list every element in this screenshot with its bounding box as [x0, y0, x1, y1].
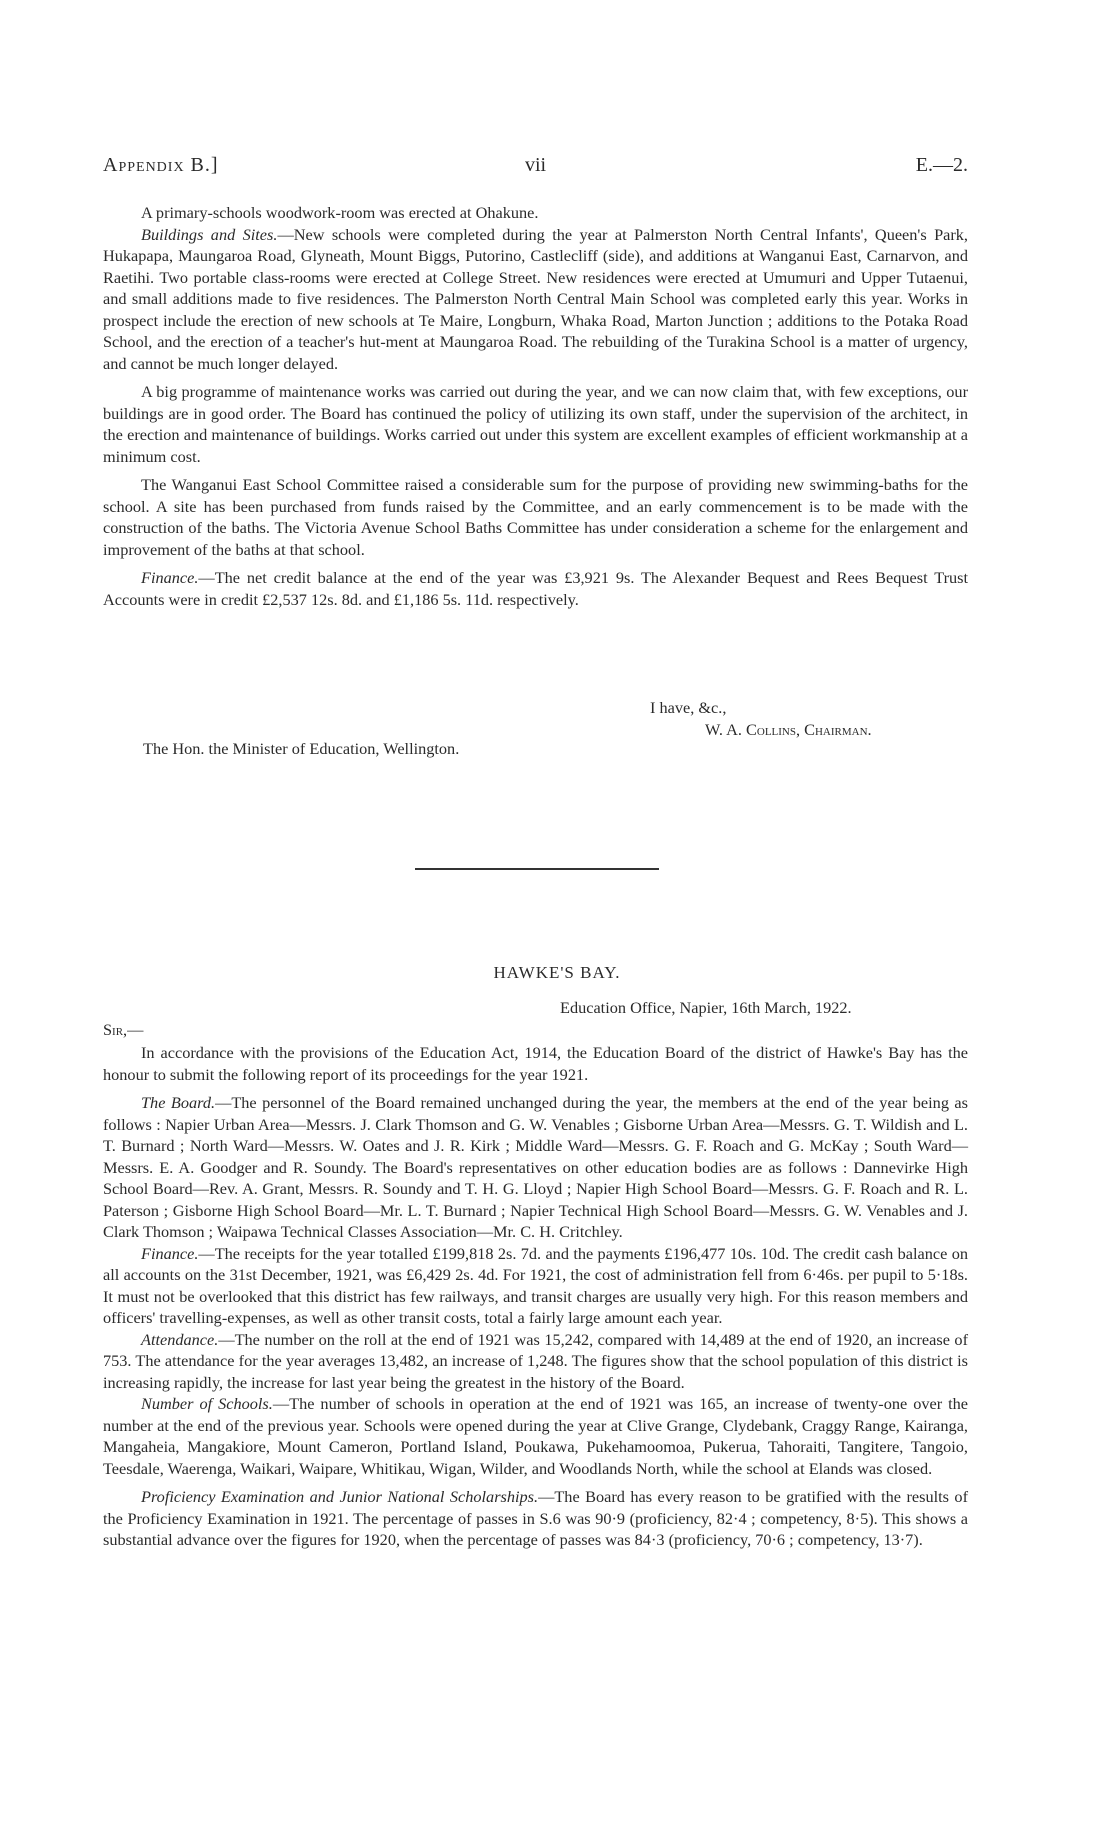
section-divider: [415, 868, 659, 870]
addressee-line: The Hon. the Minister of Education, Wellington.: [143, 739, 460, 758]
hawkes-bay-report-body: [103, 1042, 968, 1551]
paragraph-woodwork: A primary-schools woodwork-room was erected at Ohakune.: [141, 203, 539, 222]
paragraph-text: —New schools were completed during the year at Palmerston North Central Infants', Queen's Park, Hukapapa, Maungaroa Road, Glyneath, Mount Biggs, Putorino, Castlecliff (side), and additions at Wanganui East, Carnarvon, and Raetihi. Two portable class-rooms were erected at College Street. New residences were erected at Umumuri and Upper Tutaenui, and small additions made to five residences. The Palmerston North Central Main School was completed early this year. Works in prospect include the erection of new schools at Te Maire, Longburn, Whaka Road, Marton Junction ; additions to the Potaka Road School, and the erection of a teacher's hut-ment at Maungaroa Road. The rebuilding of the Turakina School is a matter of urgency, and cannot be much longer delayed.: [103, 224, 968, 373]
paragraph-heading: The Board.: [141, 1093, 216, 1112]
page-number: vii: [524, 154, 547, 176]
paragraph-finance: [103, 1243, 968, 1329]
paragraph-heading: Proficiency Examination and Junior National Scholarships.: [141, 1487, 539, 1506]
paragraph-buildings-sites: [103, 224, 968, 375]
wellington-report-body: [103, 202, 968, 610]
paragraph-heading: Attendance.: [141, 1329, 219, 1349]
paragraph-introduction: In accordance with the provisions of the Education Act, 1914, the Education Board of the district of Hawke's Bay has the honour to submit the following report of its proceedings for the year 1921.: [103, 1043, 968, 1084]
paragraph-text: —The personnel of the Board remained unchanged during the year, the members at the end of the year being as follows : Napier Urban Area—Messrs. J. Clark Thomson and G. W. Venables ; Gisborne Urban Area—Messrs. G. T. Wildish and L. T. Burnard ; North Ward—Messrs. W. Oates and J. R. Kirk ; Middle Ward—Messrs. G. F. Roach and G. McKay ; South Ward—Messrs. E. A. Goodger and R. Soundy. The Board's representatives on other education bodies are as follows : Dannevirke High School Board—Rev. A. Grant, Messrs. R. Soundy and T. H. G. Lloyd ; Napier High School Board—Messrs. G. F. Roach and R. L. Paterson ; Gisborne High School Board—Mr. L. T. Burnard ; Napier Technical High School Board—Messrs. G. W. Venables and J. Clark Thomson ; Waipawa Technical Classes Association—Mr. C. H. Critchley.: [103, 1093, 968, 1241]
section-title: HAWKE'S BAY.: [493, 963, 621, 982]
paragraph-text: —The receipts for the year totalled £199,818 2s. 7d. and the payments £196,477 10s. 10d. The credit cash balance on all accounts on the 31st December, 1921, was £6,429 2s. 4d. For 1921, the cost of administration fell from 6·46s. per pupil to 5·18s. It must not be overlooked that this district has few railways, and transit charges are usually very high. For this reason members and officers' travelling-expenses, as well as other transit costs, total a fairly large amount each year.: [103, 1243, 968, 1327]
paragraph-heading: Buildings and Sites.: [141, 224, 278, 244]
paragraph-heading: Finance.: [141, 1243, 199, 1263]
signoff-signature: W. A. Collins, Chairman.: [705, 720, 872, 739]
paragraph-text: —The number on the roll at the end of 1921 was 15,242, compared with 14,489 at the end of 1920, an increase of 753. The attendance for the year averages 13,482, an increase of 1,248. The figures show that the school population of this district is increasing rapidly, the increase for last year being the greatest in the history of the Board.: [103, 1329, 968, 1392]
appendix-label: Appendix B.]: [103, 154, 219, 176]
paragraph-heading: Finance.: [141, 568, 199, 587]
page-header: [103, 154, 968, 184]
paragraph-text: —The number of schools in operation at the end of 1921 was 165, an increase of twenty-one over the number at the end of the previous year. Schools were opened during the year at Clive Grange, Clydebank, Craggy Range, Kairanga, Mangaheia, Mangakiore, Mount Cameron, Portland Island, Poukawa, Pukehamoomoa, Pukerua, Tahoraiti, Tangitere, Tangoio, Teesdale, Waerenga, Waikari, Waipare, Whitikau, Wigan, Wilder, and Woodlands North, while the school at Elands was closed.: [103, 1394, 969, 1478]
paragraph-heading: Number of Schools.: [141, 1394, 273, 1413]
paragraph-maintenance: A big programme of maintenance works was carried out during the year, and we can now claim that, with few exceptions, our buildings are in good order. The Board has continued the policy of utilizing its own staff, under the supervision of the architect, in the erection and maintenance of buildings. Works carried out under this system are excellent examples of efficient workmanship at a minimum cost.: [103, 382, 968, 466]
paragraph-text: —The net credit balance at the end of the year was £3,921 9s. The Alexander Bequest and Rees Bequest Trust Accounts were in credit £2,537 12s. 8d. and £1,186 5s. 11d. respectively.: [103, 568, 968, 609]
salutation: Sir,—: [103, 1020, 144, 1039]
document-code: E.—2.: [915, 154, 968, 176]
paragraph-the-board: [103, 1092, 968, 1243]
paragraph-number-of-schools: [103, 1393, 968, 1479]
paragraph-attendance: [103, 1329, 968, 1394]
signoff-greeting: I have, &c.,: [650, 698, 727, 717]
office-date-line: Education Office, Napier, 16th March, 1922.: [560, 998, 852, 1017]
paragraph-text: —The Board has every reason to be gratified with the results of the Proficiency Examination in 1921. The percentage of passes in S.6 was 90·9 (proficiency, 82·4 ; competency, 8·5). This shows a substantial advance over the figures for 1920, when the percentage of passes was 84·3 (proficiency, 70·6 ; competency, 13·7).: [103, 1487, 968, 1549]
paragraph-finance: [103, 567, 968, 610]
paragraph-proficiency: [103, 1486, 968, 1551]
paragraph-swimming-baths: The Wanganui East School Committee raised a considerable sum for the purpose of providing new swimming-baths for the school. A site has been purchased from funds raised by the Committee, and an early commencement is to be made with the construction of the baths. The Victoria Avenue School Baths Committee has under consideration a scheme for the enlargement and improvement of the baths at that school.: [103, 475, 968, 559]
